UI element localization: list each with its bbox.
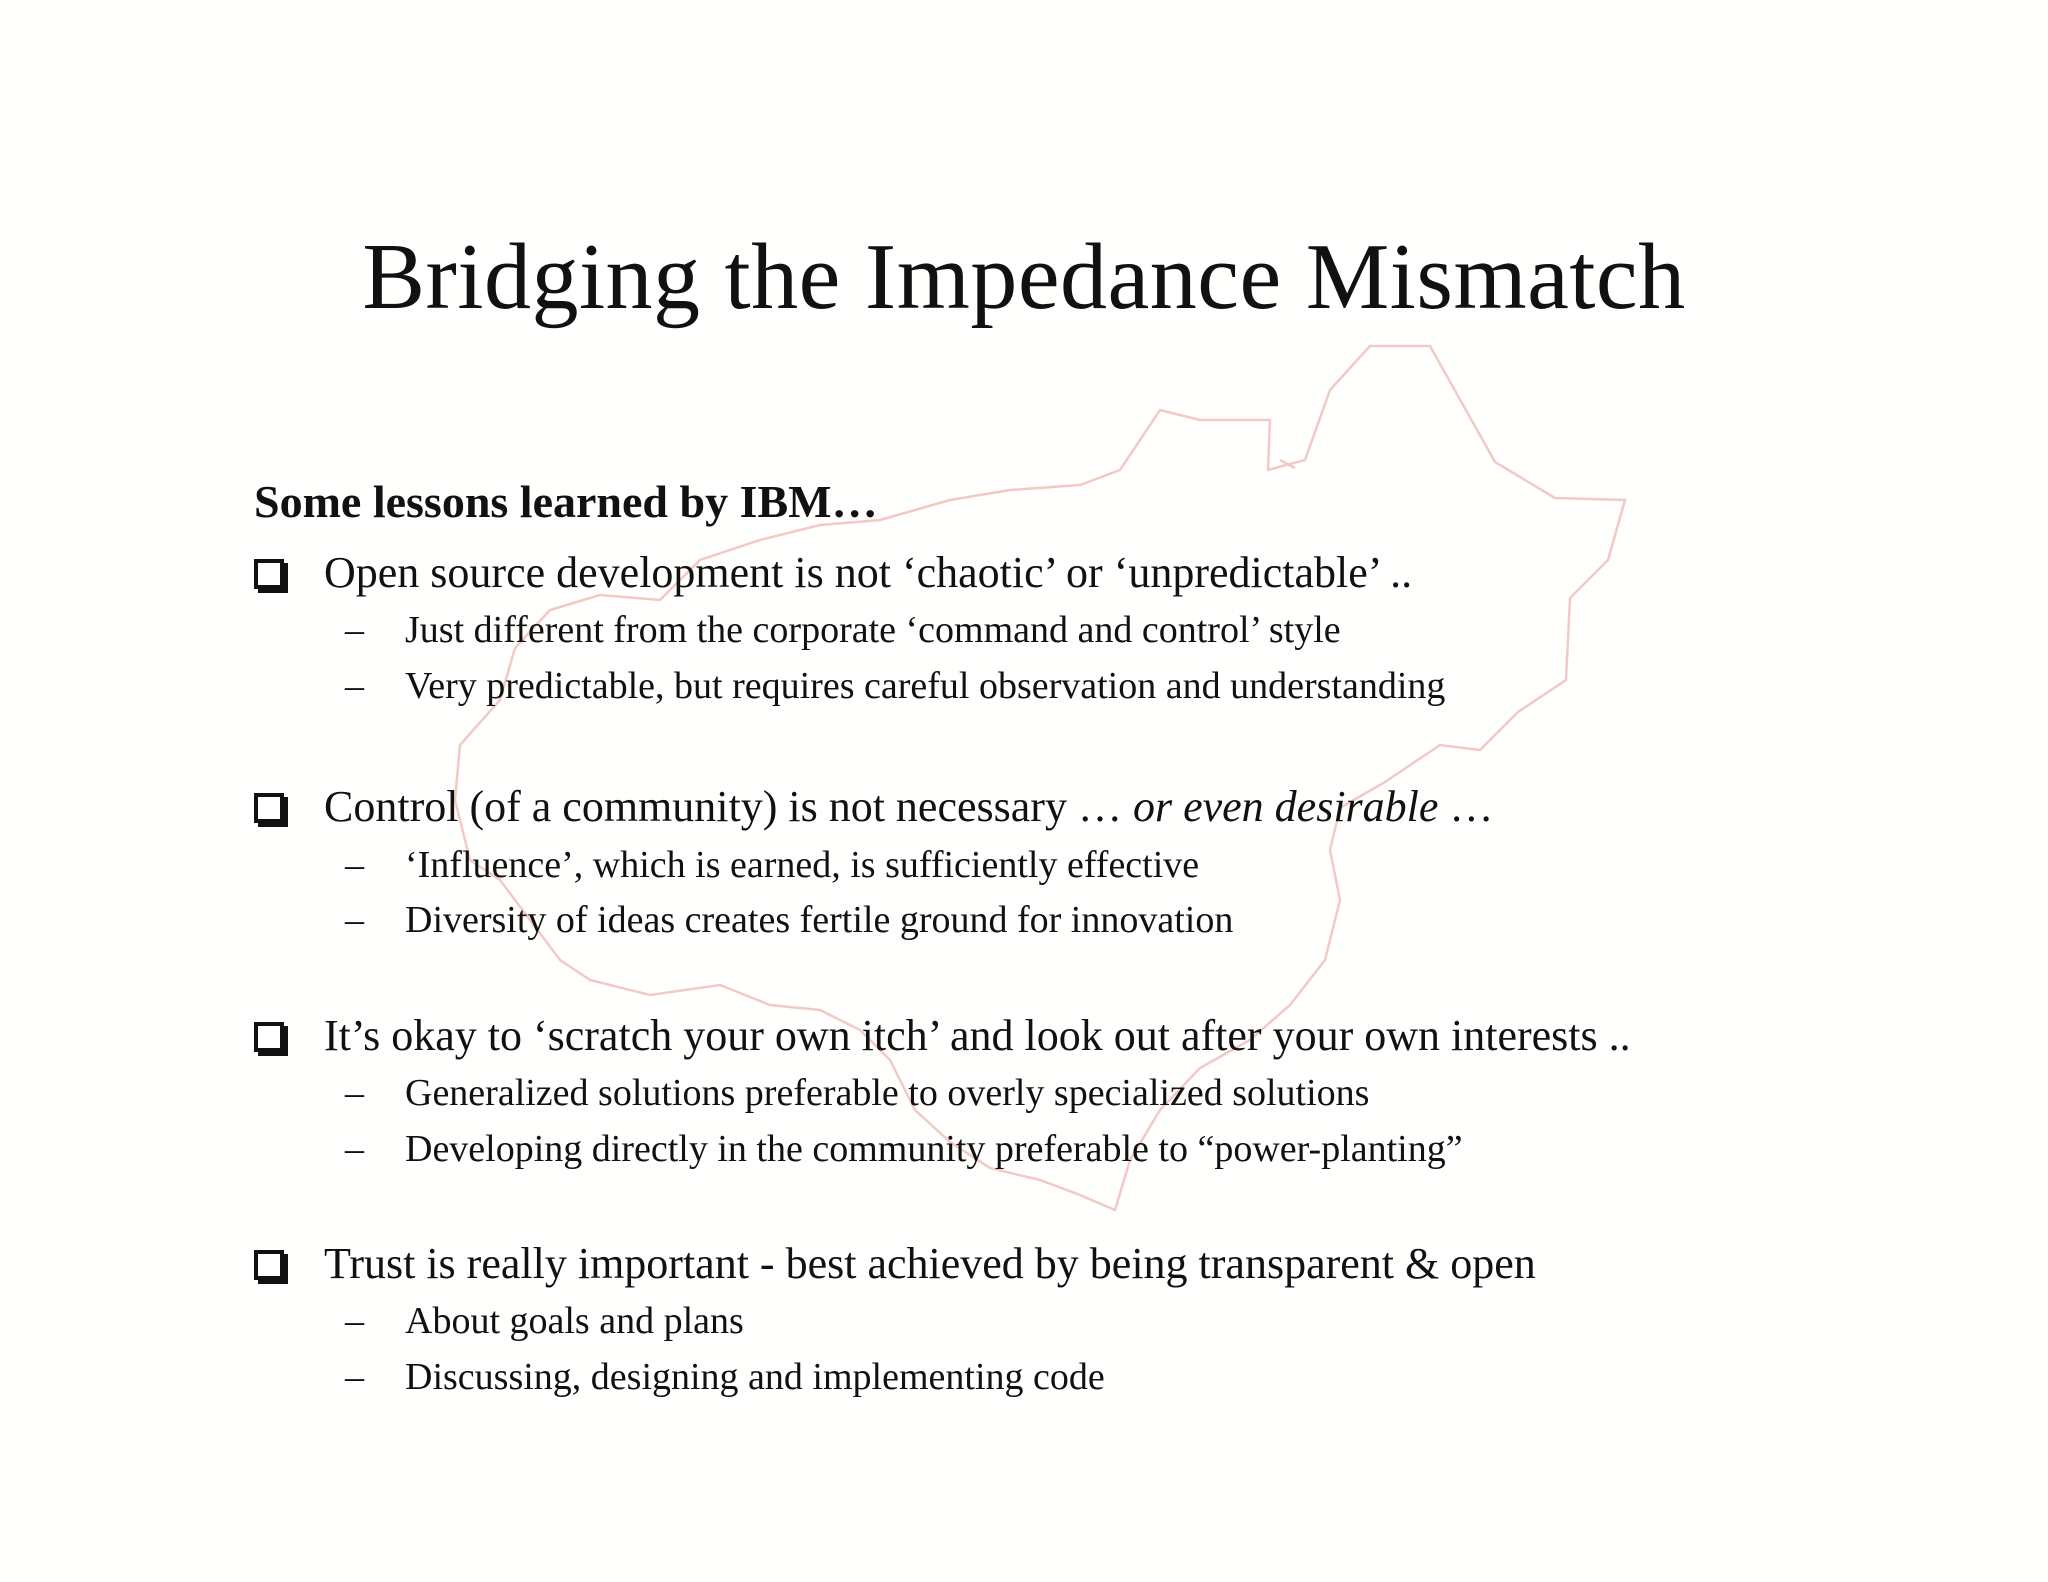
slide-title: Bridging the Impedance Mismatch — [362, 225, 1686, 329]
checkbox-icon — [254, 793, 284, 823]
dash-marker: – — [345, 1300, 364, 1342]
slide-subtitle: Some lessons learned by IBM… — [254, 476, 878, 527]
sub-bullet-text: About goals and plans — [405, 1300, 744, 1342]
dash-marker: – — [345, 1356, 364, 1398]
dash-marker: – — [345, 1128, 364, 1170]
checkbox-icon — [254, 559, 284, 589]
bullet-text-main: Control (of a community) is not necessary … — [324, 782, 1133, 831]
bullet-text — [324, 780, 1493, 834]
dash-marker: – — [345, 665, 364, 707]
checkbox-icon — [254, 1250, 284, 1280]
bullet-text: Trust is really important - best achieved by being transparent & open — [324, 1239, 1536, 1288]
checkbox-icon — [254, 1022, 284, 1052]
sub-bullet-text: Generalized solutions preferable to overly specialized solutions — [405, 1072, 1370, 1114]
sub-bullet-text: ‘Influence’, which is earned, is sufficiently effective — [405, 844, 1200, 886]
dash-marker: – — [345, 844, 364, 886]
sub-bullet-text: Very predictable, but requires careful observation and understanding — [405, 665, 1446, 707]
bullet-text: It’s okay to ‘scratch your own itch’ and look out after your own interests .. — [324, 1011, 1631, 1060]
dash-marker: – — [345, 609, 364, 651]
dash-marker: – — [345, 899, 364, 941]
sub-bullet-text: Just different from the corporate ‘command and control’ style — [405, 609, 1341, 651]
bullet-text: Open source development is not ‘chaotic’ or ‘unpredictable’ .. — [324, 548, 1413, 597]
bullet-text-suffix: … — [1438, 782, 1494, 831]
sub-bullet-text: Diversity of ideas creates fertile ground for innovation — [405, 899, 1234, 941]
sub-bullet-text: Discussing, designing and implementing code — [405, 1356, 1105, 1398]
sub-bullet-text: Developing directly in the community preferable to “power-planting” — [405, 1128, 1463, 1170]
dash-marker: – — [345, 1072, 364, 1114]
bullet-text-emphasis: or even desirable — [1132, 782, 1439, 831]
